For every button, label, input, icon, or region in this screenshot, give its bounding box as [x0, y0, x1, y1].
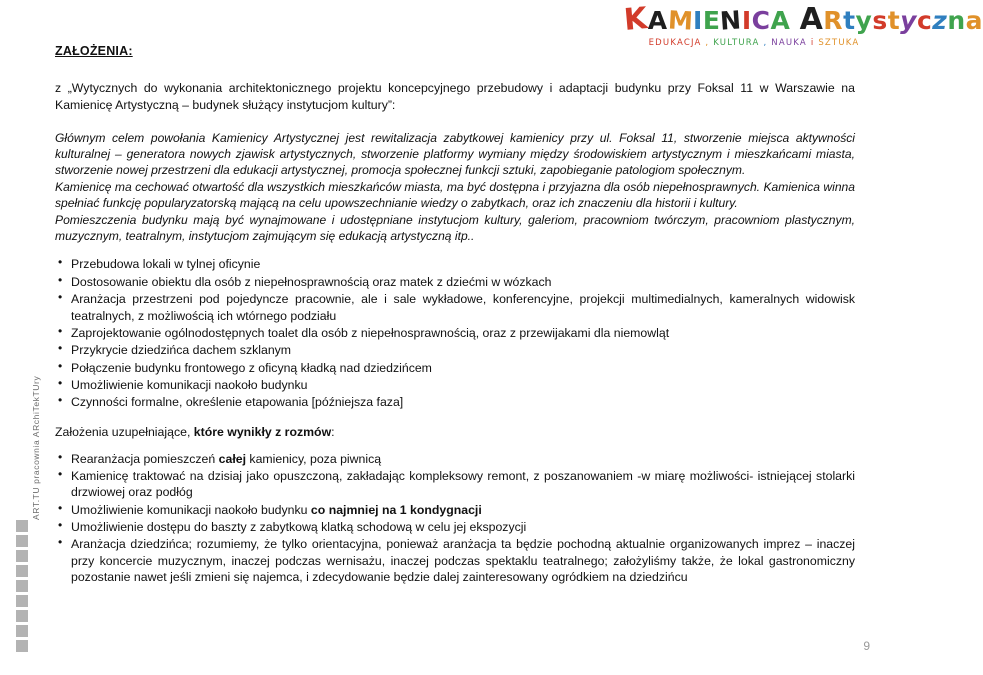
- section-subtitle: [55, 425, 855, 439]
- list-item: [55, 468, 855, 501]
- page-number: 9: [863, 639, 870, 653]
- rail-label: ART.TU pracownia ARchiTekTUry: [31, 375, 41, 520]
- rail-square: [16, 595, 28, 607]
- list-item: [55, 536, 855, 585]
- list-item: • Czynności formalne, określenie etapowania [późniejsza faza]: [55, 394, 855, 410]
- list-item: [55, 519, 855, 535]
- intro-paragraph: z „Wytycznych do wykonania architektonicznego projektu koncepcyjnego przebudowy i adaptacji budynku przy Foksal 11 w Warszawie na Kamienicę Artystyczną – budynek służący instytucjom kultury”:: [55, 81, 855, 112]
- logo-subtitle: EDUKACJA , KULTURA , NAUKA i SZTUKA: [648, 37, 860, 48]
- quote-paragraph: Kamienicę ma cechować otwartość dla wszystkich mieszkańców miasta, ma być dostępna i przyjazna dla osób niepełnosprawnych. Kamienica winna spełniać funkcję popularyzatorską mającą na celu upowszechnianie wiedzy o zabytkach, oraz ich znaczeniu dla historii i kultury.: [55, 180, 855, 211]
- quote-paragraph: Głównym celem powołania Kamienicy Artystycznej jest rewitalizacja zabytkowej kamienicy przy ul. Foksal 11, stworzenie miejsca aktywności kulturalnej – generatora nowych zjawisk artystycznych, stworzenie platformy wymiany między środowiskiem artystycznym i mieszkańcami miasta, stworzenie nowej przestrzeni dla edukacji artystycznej, promocja społecznej funkcji sztuki, zapobieganie patologiom społecznym.: [55, 130, 855, 178]
- brand-logo: [622, 1, 983, 48]
- requirements-list: [55, 256, 855, 410]
- additional-requirements-list: [55, 451, 855, 586]
- list-item: • Umożliwienie komunikacji naokoło budynku: [55, 377, 855, 393]
- list-item: • Przebudowa lokali w tylnej oficynie: [55, 256, 855, 272]
- list-item-text: Umożliwienie dostępu do baszty z zabytkową klatką schodową w celu jej ekspozycji: [71, 519, 527, 534]
- rail-squares: [16, 520, 28, 652]
- list-item: • Aranżacja przestrzeni pod pojedyncze pracownie, ale i sale wykładowe, konferencyjne, projekcji multimedialnych, kameralnych widowisk teatralnych, z możliwością ich wtórnego podziału: [55, 291, 855, 324]
- section-subtitle-plain: Założenia uzupełniające,: [55, 424, 194, 439]
- rail-square: [16, 535, 28, 547]
- slide-content: [55, 44, 855, 586]
- list-item: • Zaprojektowanie ogólnodostępnych toalet dla osób z niepełnosprawnością, oraz z przewijakami dla niemowląt: [55, 325, 855, 341]
- list-item-text: Umożliwienie komunikacji naokoło budynku: [71, 502, 311, 517]
- list-item: • Połączenie budynku frontowego z oficyną kładką nad dziedzińcem: [55, 360, 855, 376]
- quote-block: [55, 130, 855, 245]
- side-rail: [10, 375, 52, 670]
- rail-square: [16, 580, 28, 592]
- rail-square: [16, 520, 28, 532]
- list-item-text: Aranżacja dziedzińca; rozumiemy, że tylko orientacyjna, ponieważ aranżacja ta będzie pochodną aktualnie organizowanych imprez – inaczej przy koncercie muzycznym, inaczej podczas wernisażu, inaczej podczas spektaklu teatralnego; założyliśmy także, że lokal gastronomiczny pozostanie nawet jeśli zmieni się najemca, i zdecydowanie będzie dalej zainteresowany ogródkiem na dziedzińcu: [71, 537, 855, 584]
- list-item-emphasis: co najmniej na 1 kondygnacji: [310, 502, 482, 517]
- section-subtitle-bold: które wynikły z rozmów: [193, 424, 332, 439]
- list-item-text: Rearanżacja pomieszczeń: [71, 451, 219, 466]
- list-item: [55, 502, 855, 518]
- rail-square: [16, 550, 28, 562]
- list-item-emphasis: całej: [218, 451, 246, 466]
- list-item: • Dostosowanie obiektu dla osób z niepełnosprawnością oraz matek z dziećmi w wózkach: [55, 274, 855, 290]
- section-subtitle-colon: :: [331, 424, 335, 439]
- rail-square: [16, 640, 28, 652]
- list-item: [55, 451, 855, 467]
- list-item-text: Kamienicę traktować na dzisiaj jako opuszczoną, zakładając kompleksowy remont, z poszanowaniem -w miarę możliwości- istniejącej stolarki drzwiowej oraz podłóg: [71, 468, 855, 500]
- rail-square: [16, 610, 28, 622]
- logo-wordmark: KAMIENICA ARtystyczna: [622, 1, 983, 38]
- list-item: • Przykrycie dziedzińca dachem szklanym: [55, 342, 855, 358]
- rail-square: [16, 625, 28, 637]
- list-item-text-tail: kamienicy, poza piwnicą: [246, 451, 382, 466]
- quote-paragraph: Pomieszczenia budynku mają być wynajmowane i udostępniane instytucjom kultury, galeriom, pracowniom twórczym, pracowniom plastycznym, muzycznym, teatralnym, instytucjom zajmującym się edukacją artystyczną itp..: [55, 213, 855, 244]
- rail-square: [16, 565, 28, 577]
- page-title: ZAŁOŻENIA:: [55, 44, 133, 58]
